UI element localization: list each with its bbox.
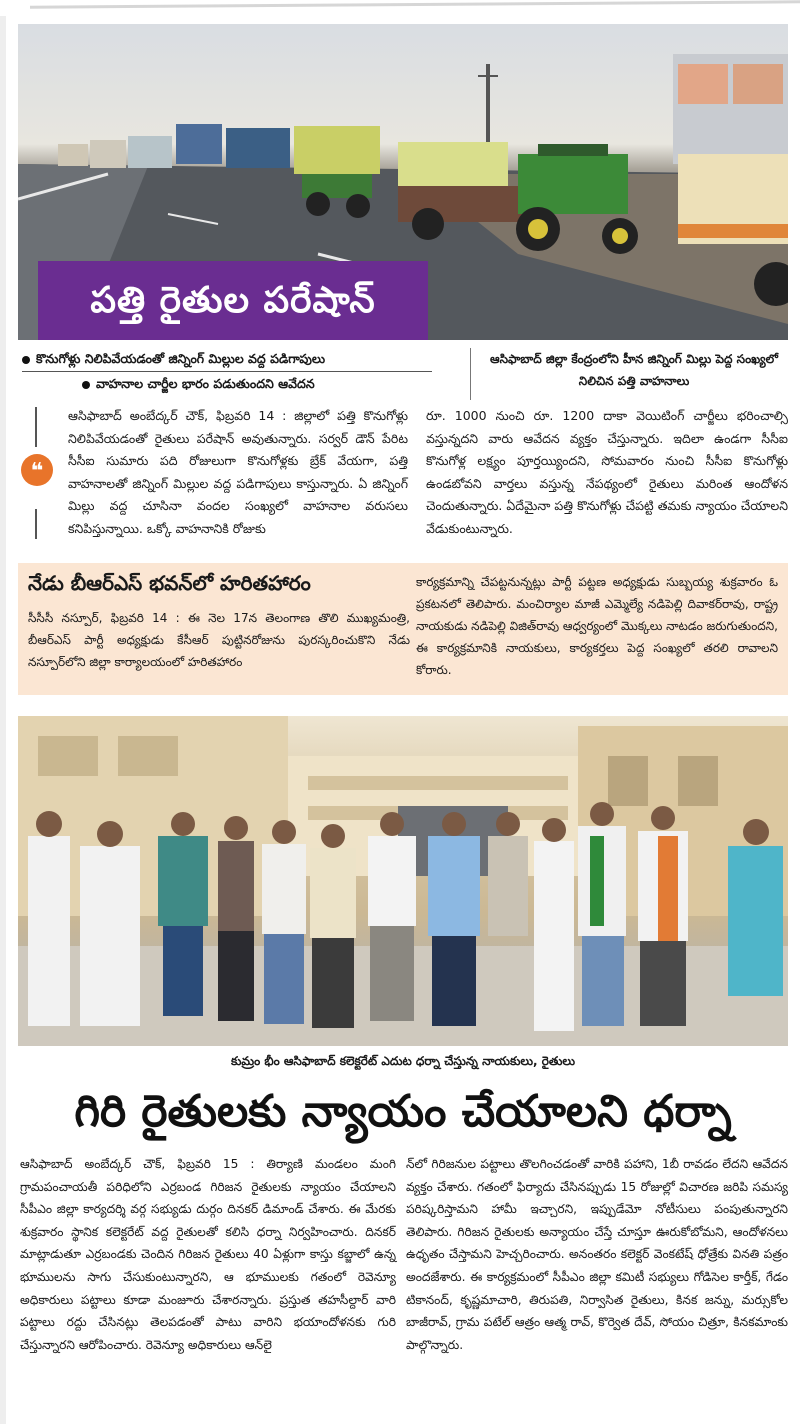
headline-tribal-farmers-dharna: గిరి రైతులకు న్యాయం చేయాలని ధర్నా: [74, 1086, 732, 1137]
photo-caption-dharna: కుమ్రం భీం ఆసిఫాబాద్ కలెక్టరేట్ ఎదుట ధర్నా చేస్తున్న నాయకులు, రైతులు: [230, 1054, 576, 1068]
haritha-haram-box: [18, 563, 788, 695]
article-cotton-col2: రూ. 1000 నుంచి రూ. 1200 దాకా వెయిటింగ్ చార్జీలు భరించాల్సి వస్తున్నదని వారు ఆవేదన వ్యక్తం చేస్తున్నారు. ఇదిలా ఉండగా సీసీఐ కొనుగోళ్ల లక్ష్యం పూర్తయ్యిందని, సోమవారం నుంచి సీసీఐ కొనుగోళ్లు ఉండబోవని వార్తలు వస్తున్న నేపథ్యంలో రైతులు మరింత ఆందోళన చెందుతున్నారు. ఏదేమైనా పత్తి కొనుగోళ్లు చేపట్టి తమకు న్యాయం చేయాలని వేడుకుంటున్నారు.: [426, 408, 788, 536]
headline-cotton-farmers: పత్తి రైతుల పరేషాన్: [38, 261, 428, 340]
box-body-col1: సీసీసీ నస్పూర్, ఫిబ్రవరి 14 : ఈ నెల 17న తెలంగాణ తొలి ముఖ్యమంత్రి, బీఆర్ఎస్ పార్టీ అధ్యక్షుడు కేసీఆర్ పుట్టినరోజును పురస్కరించుకొని నేడు నస్పూర్‌లోని జిల్లా కార్యాలయంలో హరితహారం: [28, 611, 410, 669]
quote-marker: [18, 407, 62, 539]
box-title: నేడు బీఆర్ఎస్ భవన్‌లో హరితహారం: [28, 571, 311, 595]
article-cotton-col1: ఆసిఫాబాద్ అంబేద్కర్ చౌక్, ఫిబ్రవరి 14 : జిల్లాలో పత్తి కొనుగోళ్లు నిలిపివేయడంతో రైతులు పరేషాన్ అవుతున్నారు. సర్వర్ డౌన్ పేరిట సీసీఐ సుమారు పది రోజులుగా కొనుగోళ్లకు బ్రేక్ వేయగా, పత్తి వాహనాలతో జిన్నింగ్ మిల్లుల వద్ద పడిగాపులు కాస్తున్నారు. ఏ జిన్నింగ్ మిల్లు వద్ద చూసినా వందల సంఖ్యలో వాహనాల వరుసలు కనిపిస్తున్నాయి. ఒక్కో వాహనానికి రోజుకు: [68, 408, 408, 536]
box-body-col2: కార్యక్రమాన్ని చేపట్టనున్నట్లు పార్టీ పట్టణ అధ్యక్షుడు సుబ్బయ్య శుక్రవారం ఓ ప్రకటనలో తెలిపారు. మంచిర్యాల మాజీ ఎమ్మెల్యే నడిపెల్లి దివాకర్‌రావు, రాష్ట్ర నాయకుడు నడిపెల్లి విజిత్‌రావు ఆధ్వర్యంలో మొక్కలు నాటడం జరుగుతుందని, ఈ కార్యక్రమానికి నాయకులు, కార్యకర్తలు పెద్ద సంఖ్యలో తరలి రావాలని కోరారు.: [416, 575, 778, 677]
top-strip: [0, 0, 800, 16]
photo-caption-vehicles: ఆసిఫాబాద్ జిల్లా కేంద్రంలోని హీన జిన్నింగ్ మిల్లు పెద్ద సంఖ్యలో నిలిచిన పత్తి వాహనాలు: [490, 352, 778, 388]
bullet-point: కొనుగోళ్లు నిలిపివేయడంతో జిన్నింగ్ మిల్లుల వద్ద పడిగాపులు: [22, 348, 432, 370]
dharna-group-photo: [18, 716, 788, 1046]
article-dharna-col2: న్‌లో గిరిజనుల పట్టాలు తొలగించడంతో వారికి పహాని, 1బీ రావడం లేదని ఆవేదన వ్యక్తం చేశారు. గతంలో ఫిర్యాదు చేసినప్పుడు 15 రోజుల్లో విచారణ జరిపి సమస్య పరిష్కరిస్తామని హామీ ఇచ్చారని, ఇప్పుడేమో నోటీసులు పంపుతున్నారని తెలిపారు. గిరిజన రైతులకు అన్యాయం చేస్తే చూస్తూ ఊరుకోబోమని, ఆందోళనలు ఉధృతం చేస్తామని హెచ్చరించారు. అనంతరం కలెక్టర్ వెంకటేష్ ధోత్రేకు వినతి పత్రం అందజేశారు. ఈ కార్యక్రమంలో సీపీఎం జిల్లా కమిటీ సభ్యులు గోడిసెల కార్తీక్, గేడం టికానంద్, కృష్ణమాచారి, తిరుపతి, నిర్వాసిత రైతులు, కినక జన్ను, మర్సుకోల బాజీరావ్, గ్రామ పటేల్ ఆత్రం ఆత్మ రావ్, కొర్వెత దేవ్, సోయం చిత్రూ, కినకమాంకు పాల్గొన్నారు.: [406, 1157, 788, 1352]
article-dharna-col1: ఆసిఫాబాద్ అంబేద్కర్ చౌక్, ఫిబ్రవరి 15 : తిర్యాణి మండలం మంగి గ్రామపంచాయతీ పరిధిలోని ఎర్రబండ గిరిజన రైతులకు న్యాయం చేయాలని సీపీఎం జిల్లా కార్యదర్శి వర్గ సభ్యుడు దుర్గం దినకర్ డిమాండ్ చేశారు. ఈ మేరకు శుక్రవారం స్థానిక కలెక్టరేట్ వద్ద రైతులతో కలిసి ధర్నా నిర్వహించారు. దినకర్ మాట్లాడుతూ ఎర్రబండకు చెందిన గిరిజన రైతులు 40 ఏళ్లుగా కాస్తు కబ్జాలో ఉన్న భూములను సాగు చేసుకుంటున్నారని, ఆ భూములకు గతంలో రెవెన్యూ అధికారులు పట్టాలు కూడా మంజూరు చేశారన్నారు. ప్రస్తుత తహసీల్దార్ వారి పట్టాలు రద్దు చేసినట్లు తెలపడంతో పాటు వారిని భయాందోళనకు గురి చేస్తున్నారని ఆరోపించారు. రెవెన్యూ అధికారులు ఆన్‌లై: [20, 1157, 396, 1352]
bullet-dot-icon: [82, 381, 90, 389]
cotton-vehicles-photo: [18, 24, 788, 340]
page-edge: [0, 0, 6, 1424]
sub-headline-bullets: [22, 348, 432, 395]
quote-icon: ❝: [21, 454, 53, 486]
bullet-point: వాహనాల చార్జీల భారం పడుతుందని ఆవేదన: [22, 373, 432, 395]
column-divider: [470, 348, 471, 400]
bullet-dot-icon: [22, 356, 30, 364]
